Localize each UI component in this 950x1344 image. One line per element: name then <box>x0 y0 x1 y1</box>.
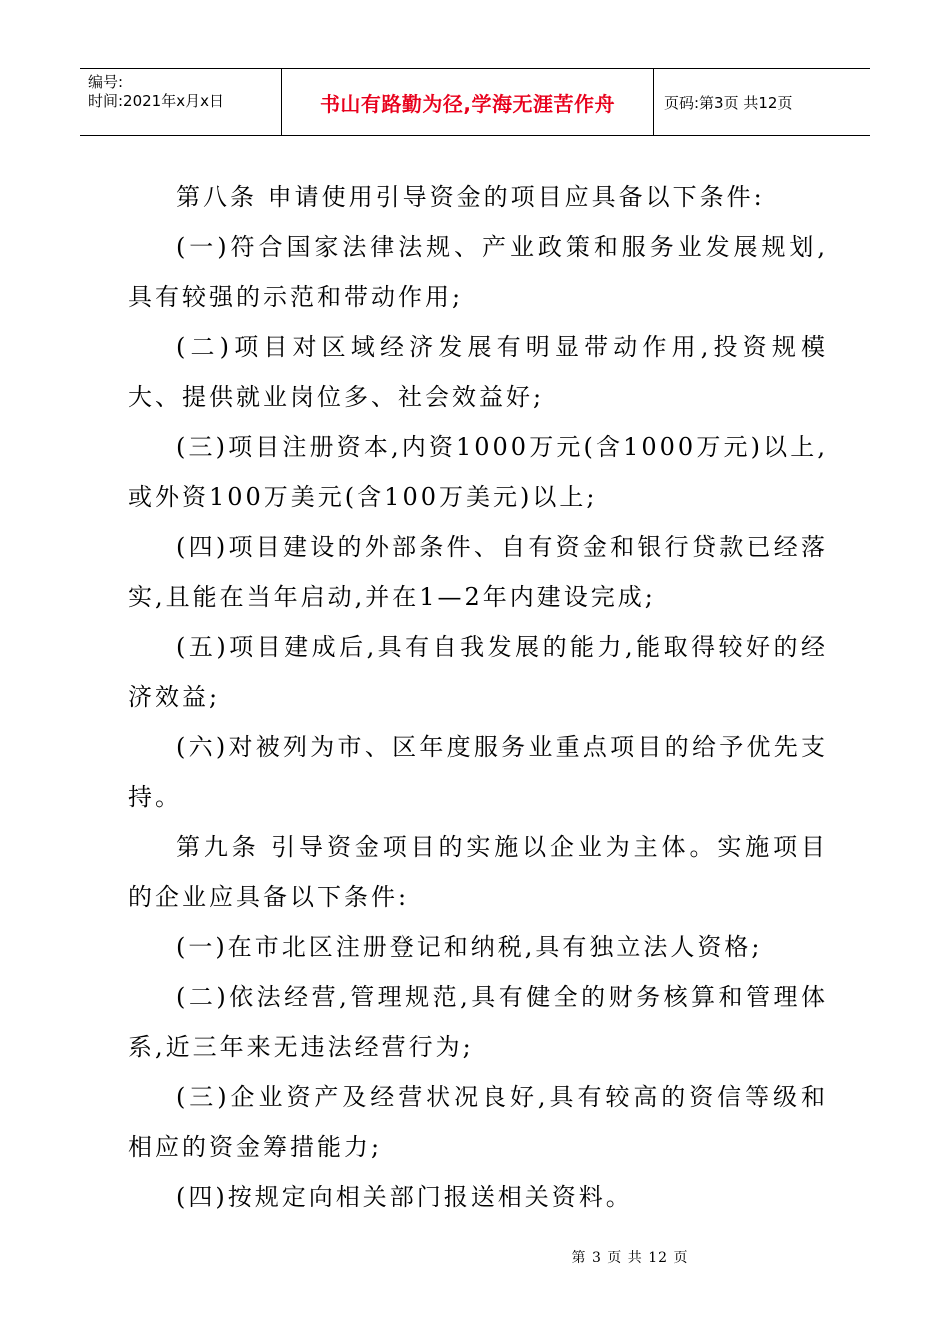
paragraph-article-9-item-3: (三)企业资产及经营状况良好,具有较高的资信等级和相应的资金筹措能力; <box>128 1083 828 1161</box>
paragraph-article-9: 第九条 引导资金项目的实施以企业为主体。实施项目的企业应具备以下条件: <box>128 833 828 911</box>
paragraph-article-9-item-4: (四)按规定向相关部门报送相关资料。 <box>176 1183 633 1211</box>
header-motto: 书山有路勤为径,学海无涯苦作舟 <box>282 69 654 135</box>
document-body <box>128 172 828 1222</box>
header-meta <box>80 69 282 135</box>
document-time-label: 时间:2021年x月x日 <box>88 92 224 110</box>
paragraph-article-8-item-5: (五)项目建成后,具有自我发展的能力,能取得较好的经济效益; <box>128 633 828 711</box>
paragraph-article-8-item-2: (二)项目对区域经济发展有明显带动作用,投资规模大、提供就业岗位多、社会效益好; <box>128 333 828 411</box>
paragraph-article-8-item-3: (三)项目注册资本,内资1000万元(含1000万元)以上,或外资100万美元(含100万美元)以上; <box>128 433 828 511</box>
document-number-label: 编号: <box>88 73 124 91</box>
paragraph-article-8: 第八条 申请使用引导资金的项目应具备以下条件: <box>176 183 765 211</box>
paragraph-article-8-item-6: (六)对被列为市、区年度服务业重点项目的给予优先支持。 <box>128 733 828 811</box>
paragraph-article-9-item-1: (一)在市北区注册登记和纳税,具有独立法人资格; <box>176 933 763 961</box>
paragraph-article-8-item-4: (四)项目建设的外部条件、自有资金和银行贷款已经落实,且能在当年启动,并在1—2年内建设完成; <box>128 533 828 611</box>
paragraph-article-8-item-1: (一)符合国家法律法规、产业政策和服务业发展规划,具有较强的示范和带动作用; <box>128 233 828 311</box>
header-page-number: 页码:第3页 共12页 <box>664 93 793 112</box>
page-footer: 第 3 页 共 12 页 <box>571 1250 689 1266</box>
paragraph-article-9-item-2: (二)依法经营,管理规范,具有健全的财务核算和管理体系,近三年来无违法经营行为; <box>128 983 828 1061</box>
page-header <box>80 68 870 136</box>
